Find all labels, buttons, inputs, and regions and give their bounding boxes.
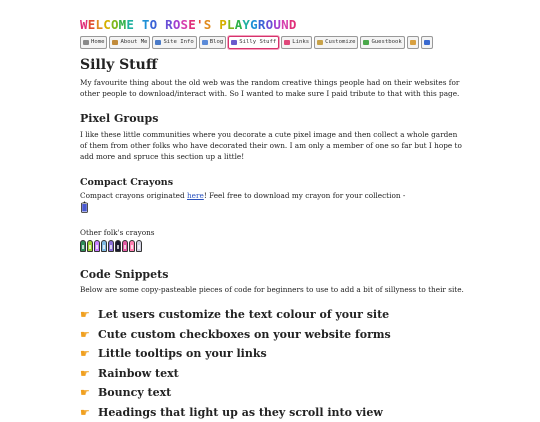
page-title: Silly Stuff xyxy=(80,57,157,73)
snippet-label: Headings that light up as they scroll into view xyxy=(98,406,383,419)
site-title-letter: R xyxy=(258,17,266,32)
snippet-label: Rainbow text xyxy=(98,367,179,380)
nav-item-label: Silly Stuff xyxy=(239,39,276,45)
crayon-image[interactable] xyxy=(101,240,107,252)
site-title-letter: E xyxy=(188,17,196,32)
other-crayons-label: Other folk's crayons xyxy=(80,227,465,238)
nav-item-blog[interactable] xyxy=(199,36,226,49)
site-title-letter: O xyxy=(173,17,181,32)
site-title-letter: T xyxy=(142,17,150,32)
nav-item-links[interactable] xyxy=(281,36,312,49)
main-navigation xyxy=(80,36,433,48)
site-title-letter xyxy=(211,17,219,32)
snippet-link[interactable] xyxy=(80,325,391,345)
snippet-label: Cute custom checkboxes on your website forms xyxy=(98,328,391,341)
crayons-text-after: ! Feel free to download my crayon for your collection - xyxy=(204,191,406,200)
site-title-letter: S xyxy=(181,17,189,32)
compact-crayons-heading: Compact Crayons xyxy=(80,177,173,188)
site-title-letter: L xyxy=(95,17,103,32)
site-title-letter: O xyxy=(150,17,158,32)
site-title-letter xyxy=(157,17,165,32)
site-title-letter xyxy=(134,17,142,32)
snippet-label: Little tooltips on your links xyxy=(98,347,267,360)
nav-item-site-info[interactable] xyxy=(152,36,196,49)
site-title-letter: O xyxy=(111,17,119,32)
site-title-letter: L xyxy=(227,17,235,32)
crayon-image[interactable] xyxy=(108,240,114,252)
compact-crayons-text xyxy=(80,190,465,201)
nav-item-silly-stuff[interactable] xyxy=(228,36,279,49)
home-icon xyxy=(83,40,89,45)
pixel-groups-heading: Pixel Groups xyxy=(80,112,158,125)
snippet-label: Let users customize the text colour of your site xyxy=(98,308,389,321)
pointing-hand-icon: ☛ xyxy=(80,328,93,341)
snippet-link[interactable] xyxy=(80,403,391,422)
site-title-letter: N xyxy=(281,17,289,32)
site-title-letter: O xyxy=(266,17,274,32)
pixel-groups-text: I like these little communities where you decorate a cute pixel image and then collect a whole garden of them from other folks who have decorated their own. I am only a member of one so far but I hope to add more and spruce this section up a little! xyxy=(80,129,465,162)
pointing-hand-icon: ☛ xyxy=(80,386,93,399)
snippet-link[interactable] xyxy=(80,383,391,403)
site-title-letter: M xyxy=(119,17,127,32)
nav-item-label: Site Info xyxy=(163,39,193,45)
snippet-link[interactable] xyxy=(80,364,391,384)
crayon-image[interactable] xyxy=(80,240,86,252)
crayon-image[interactable] xyxy=(122,240,128,252)
pointing-hand-icon: ☛ xyxy=(80,308,93,321)
nav-item-computer[interactable] xyxy=(421,36,433,49)
site-title-letter: A xyxy=(235,17,243,32)
nav-item-customize[interactable] xyxy=(314,36,358,49)
site-title-letter: E xyxy=(126,17,134,32)
guestbook-icon xyxy=(363,40,369,45)
music-icon xyxy=(410,40,416,45)
site-title-letter: Y xyxy=(242,17,250,32)
code-snippets-heading: Code Snippets xyxy=(80,268,168,281)
crayons-origin-link[interactable]: here xyxy=(187,191,204,200)
site-title-letter: D xyxy=(289,17,297,32)
snippet-link[interactable] xyxy=(80,305,391,325)
my-crayon-image[interactable] xyxy=(81,201,88,213)
crayons-text-before: Compact crayons originated xyxy=(80,191,187,200)
site-title-letter: ' xyxy=(196,17,204,32)
pointing-hand-icon: ☛ xyxy=(80,367,93,380)
nav-item-label: Blog xyxy=(210,39,223,45)
heart-icon xyxy=(284,40,290,45)
nav-item-home[interactable] xyxy=(80,36,107,49)
site-title xyxy=(80,17,297,32)
code-snippets-list xyxy=(80,305,391,422)
crayon-image[interactable] xyxy=(87,240,93,252)
site-title-letter: U xyxy=(273,17,281,32)
site-title-letter: W xyxy=(80,17,88,32)
site-title-letter: G xyxy=(250,17,258,32)
nav-item-music[interactable] xyxy=(407,36,419,49)
nav-item-label: Home xyxy=(91,39,104,45)
nav-item-label: Customize xyxy=(325,39,355,45)
about-icon xyxy=(112,40,118,45)
computer-icon xyxy=(424,40,430,45)
other-crayons-row xyxy=(80,240,142,252)
nav-item-about-me[interactable] xyxy=(109,36,150,49)
nav-item-label: Guestbook xyxy=(371,39,401,45)
pointing-hand-icon: ☛ xyxy=(80,406,93,419)
pointing-hand-icon: ☛ xyxy=(80,347,93,360)
crayon-image[interactable] xyxy=(136,240,142,252)
info-icon xyxy=(155,40,161,45)
customize-icon xyxy=(317,40,323,45)
crayon-image[interactable] xyxy=(129,240,135,252)
intro-text: My favourite thing about the old web was the random creative things people had on their websites for other people to download/interact with. So I wanted to make sure I paid tribute to that with this page. xyxy=(80,77,465,99)
code-snippets-text: Below are some copy-pasteable pieces of code for beginners to use to add a bit of sillyness to their site. xyxy=(80,284,465,295)
snippet-link[interactable] xyxy=(80,344,391,364)
snippet-label: Bouncy text xyxy=(98,386,171,399)
blog-icon xyxy=(202,40,208,45)
site-title-letter: S xyxy=(204,17,212,32)
nav-item-label: Links xyxy=(292,39,309,45)
site-title-letter: C xyxy=(103,17,111,32)
nav-item-guestbook[interactable] xyxy=(360,36,404,49)
crayon-image[interactable] xyxy=(115,240,121,252)
silly-icon xyxy=(231,40,237,45)
nav-item-label: About Me xyxy=(120,39,147,45)
site-title-letter: P xyxy=(219,17,227,32)
site-title-letter: R xyxy=(165,17,173,32)
crayon-image[interactable] xyxy=(94,240,100,252)
site-title-letter: E xyxy=(88,17,96,32)
